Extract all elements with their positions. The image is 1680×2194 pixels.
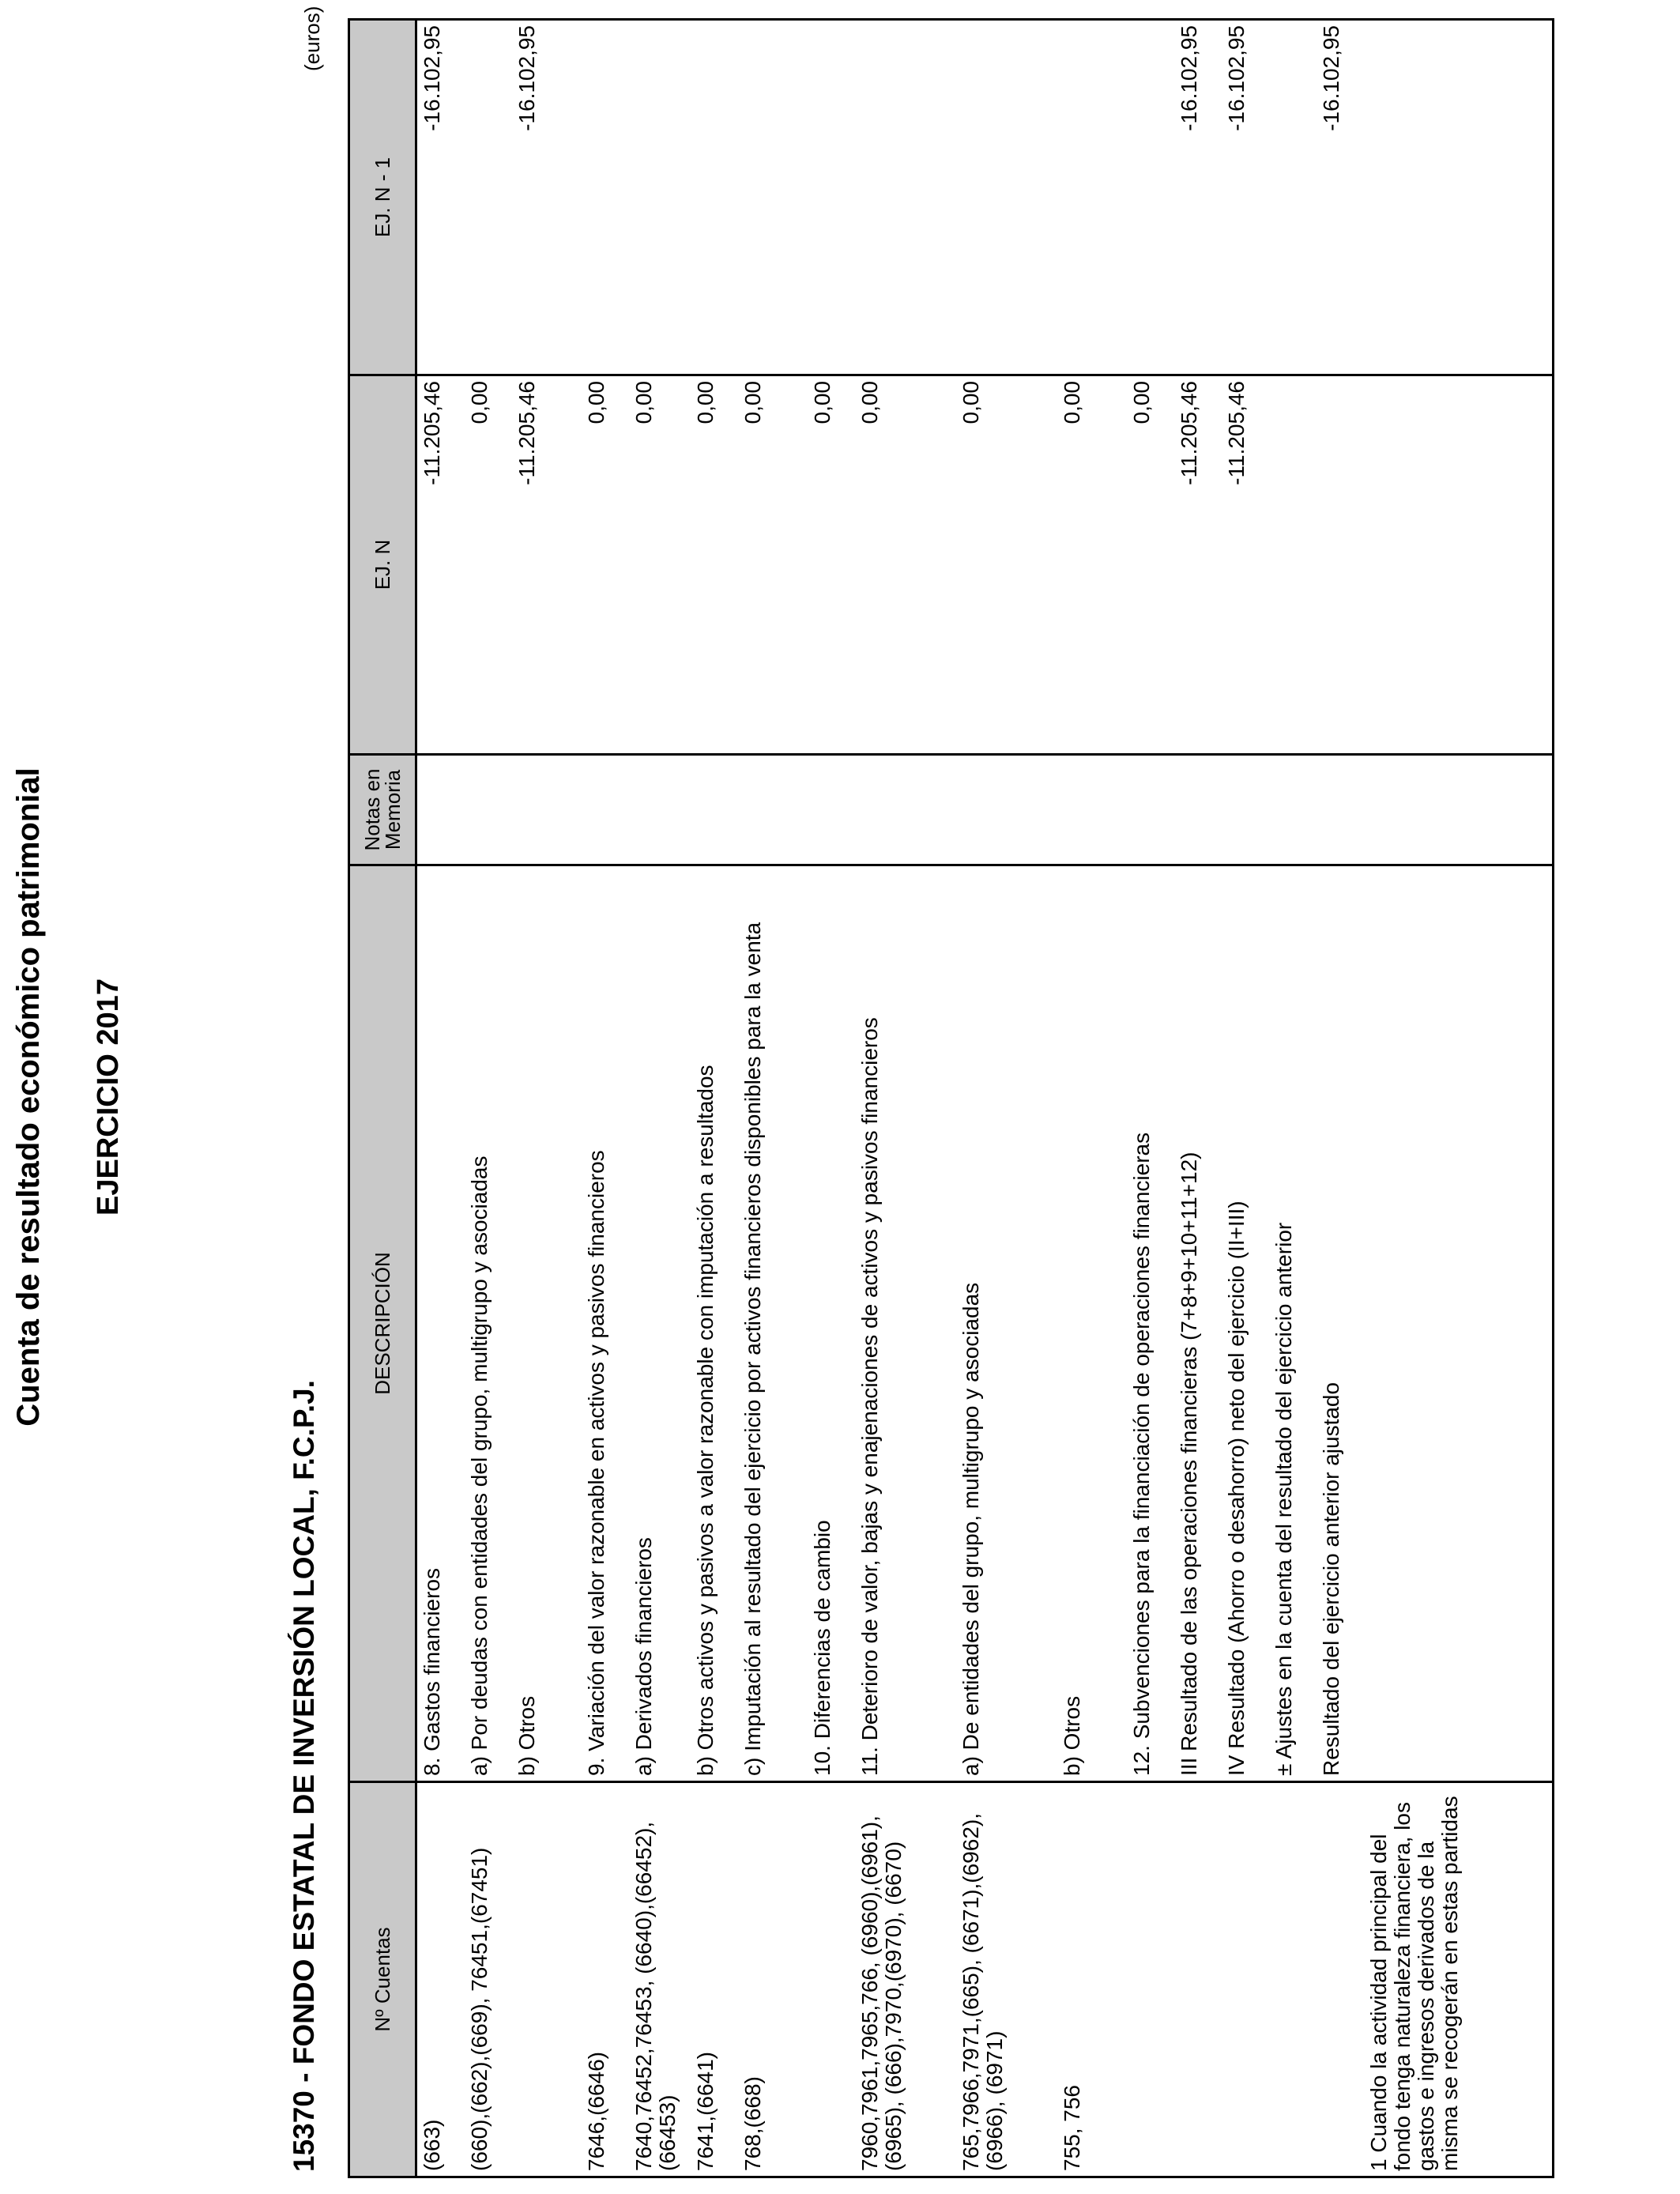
account-codes-cell — [1174, 1782, 1222, 2177]
table-row — [465, 20, 512, 2177]
year-n1-value-cell — [582, 20, 629, 375]
entity-name: 15370 - FONDO ESTATAL DE INVERSIÓN LOCAL, F.C.P.J. — [288, 1380, 320, 2172]
description-cell: a) Por deudas con entidades del grupo, multigrupo y asociadas — [465, 865, 512, 1782]
year-n1-value-cell — [956, 20, 1057, 375]
description-cell: 10. Diferencias de cambio — [808, 865, 855, 1782]
table-row — [691, 20, 738, 2177]
year-n-value-cell: -11.205,46 — [416, 375, 465, 755]
notes-cell — [629, 755, 691, 865]
notes-cell — [738, 755, 808, 865]
account-codes-cell — [512, 1782, 582, 2177]
description-cell: IV Resultado (Ahorro o desahorro) neto del ejercicio (II+III) — [1222, 865, 1269, 1782]
table-row — [1364, 20, 1554, 2177]
year-n-value-cell — [1317, 375, 1364, 755]
description-cell: 9. Variación del valor razonable en activos y pasivos financieros — [582, 865, 629, 1782]
year-n-value-cell — [1269, 375, 1317, 755]
year-n-value-cell — [1364, 375, 1554, 755]
notes-cell — [691, 755, 738, 865]
notes-cell — [956, 755, 1057, 865]
table-row — [808, 20, 855, 2177]
notes-cell — [1057, 755, 1127, 865]
year-n-value-cell: 0,00 — [582, 375, 629, 755]
table-row — [416, 20, 465, 2177]
description-cell: a) Derivados financieros — [629, 865, 691, 1782]
description-cell — [1364, 865, 1554, 1782]
header-description: DESCRIPCIÓN — [349, 865, 416, 1782]
notes-cell — [808, 755, 855, 865]
account-codes-cell: 768,(668) — [738, 1782, 808, 2177]
account-codes-cell — [808, 1782, 855, 2177]
year-n1-value-cell: -16.102,95 — [512, 20, 582, 375]
account-codes-cell — [1317, 1782, 1364, 2177]
description-cell: III Resultado de las operaciones financieras (7+8+9+10+11+12) — [1174, 865, 1222, 1782]
year-n-value-cell: 0,00 — [956, 375, 1057, 755]
table-row — [582, 20, 629, 2177]
year-n-value-cell: -11.205,46 — [512, 375, 582, 755]
account-codes-cell: (663) — [416, 1782, 465, 2177]
table-header-row — [349, 20, 416, 2177]
header-year-n1: EJ. N - 1 — [349, 20, 416, 375]
year-n1-value-cell — [1269, 20, 1317, 375]
year-n-value-cell: 0,00 — [691, 375, 738, 755]
header-year-n: EJ. N — [349, 375, 416, 755]
notes-cell — [1364, 755, 1554, 865]
report-subtitle: EJERCICIO 2017 — [92, 978, 125, 1216]
year-n-value-cell: -11.205,46 — [1222, 375, 1269, 755]
account-codes-cell: 7960,7961,7965,766, (6960),(6961),(6965), (666),7970,(6970), (6670) — [855, 1782, 956, 2177]
account-codes-cell: 765,7966,7971,(665), (6671),(6962),(6966), (6971) — [956, 1782, 1057, 2177]
header-notes-line2: Memoria — [381, 769, 405, 850]
table-row — [956, 20, 1057, 2177]
year-n-value-cell: 0,00 — [465, 375, 512, 755]
account-codes-cell: 7641,(6641) — [691, 1782, 738, 2177]
year-n-value-cell: -11.205,46 — [1174, 375, 1222, 755]
description-cell: 8. Gastos financieros — [416, 865, 465, 1782]
year-n1-value-cell — [855, 20, 956, 375]
description-cell: ± Ajustes en la cuenta del resultado del ejercicio anterior — [1269, 865, 1317, 1782]
year-n-value-cell: 0,00 — [738, 375, 808, 755]
year-n1-value-cell — [629, 20, 691, 375]
year-n1-value-cell: -16.102,95 — [1174, 20, 1222, 375]
notes-cell — [1317, 755, 1364, 865]
year-n1-value-cell — [738, 20, 808, 375]
year-n1-value-cell — [1364, 20, 1554, 375]
account-codes-cell — [1127, 1782, 1174, 2177]
year-n1-value-cell — [808, 20, 855, 375]
header-accounts: Nº Cuentas — [349, 1782, 416, 2177]
account-codes-cell: 755, 756 — [1057, 1782, 1127, 2177]
currency-label: (euros) — [300, 6, 324, 71]
table-row — [1317, 20, 1364, 2177]
year-n-value-cell: 0,00 — [1057, 375, 1127, 755]
year-n1-value-cell: -16.102,95 — [1317, 20, 1364, 375]
description-cell: c) Imputación al resultado del ejercicio por activos financieros disponibles para la venta — [738, 865, 808, 1782]
notes-cell — [1222, 755, 1269, 865]
description-cell: b) Otros — [1057, 865, 1127, 1782]
year-n1-value-cell: -16.102,95 — [416, 20, 465, 375]
table-row — [1174, 20, 1222, 2177]
statement-table — [348, 18, 1554, 2178]
table-row — [512, 20, 582, 2177]
description-cell: b) Otros — [512, 865, 582, 1782]
notes-cell — [1174, 755, 1222, 865]
table-row — [738, 20, 808, 2177]
year-n1-value-cell: -16.102,95 — [1222, 20, 1269, 375]
table-row — [1127, 20, 1174, 2177]
notes-cell — [1269, 755, 1317, 865]
table-row — [1269, 20, 1317, 2177]
account-codes-cell: (660),(662),(669), 76451,(67451) — [465, 1782, 512, 2177]
notes-cell — [855, 755, 956, 865]
notes-cell — [582, 755, 629, 865]
description-cell: 11. Deterioro de valor, bajas y enajenaciones de activos y pasivos financieros — [855, 865, 956, 1782]
table-body — [416, 20, 1554, 2177]
description-cell: b) Otros activos y pasivos a valor razonable con imputación a resultados — [691, 865, 738, 1782]
notes-cell — [465, 755, 512, 865]
description-cell: Resultado del ejercicio anterior ajustado — [1317, 865, 1364, 1782]
header-notes — [349, 755, 416, 865]
table-row — [855, 20, 956, 2177]
notes-cell — [1127, 755, 1174, 865]
notes-cell — [512, 755, 582, 865]
description-cell: 12. Subvenciones para la financiación de operaciones financieras — [1127, 865, 1174, 1782]
table-row — [1057, 20, 1127, 2177]
account-codes-cell — [1222, 1782, 1269, 2177]
account-codes-cell: 1 Cuando la actividad principal del fondo tenga naturaleza financiera, los gastos e ingresos derivados de la misma se recogerán en estas partidas — [1364, 1782, 1554, 2177]
report-title: Cuenta de resultado económico patrimonial — [11, 767, 46, 1427]
notes-cell — [416, 755, 465, 865]
year-n-value-cell: 0,00 — [629, 375, 691, 755]
year-n1-value-cell — [1127, 20, 1174, 375]
description-cell: a) De entidades del grupo, multigrupo y asociadas — [956, 865, 1057, 1782]
year-n1-value-cell — [465, 20, 512, 375]
year-n1-value-cell — [691, 20, 738, 375]
year-n-value-cell: 0,00 — [1127, 375, 1174, 755]
account-codes-cell: 7640,76452,76453, (6640),(66452),(66453) — [629, 1782, 691, 2177]
account-codes-cell: 7646,(6646) — [582, 1782, 629, 2177]
year-n-value-cell: 0,00 — [855, 375, 956, 755]
account-codes-cell — [1269, 1782, 1317, 2177]
header-notes-line1: Notas en — [360, 768, 384, 851]
table-row — [629, 20, 691, 2177]
year-n-value-cell: 0,00 — [808, 375, 855, 755]
year-n1-value-cell — [1057, 20, 1127, 375]
table-row — [1222, 20, 1269, 2177]
